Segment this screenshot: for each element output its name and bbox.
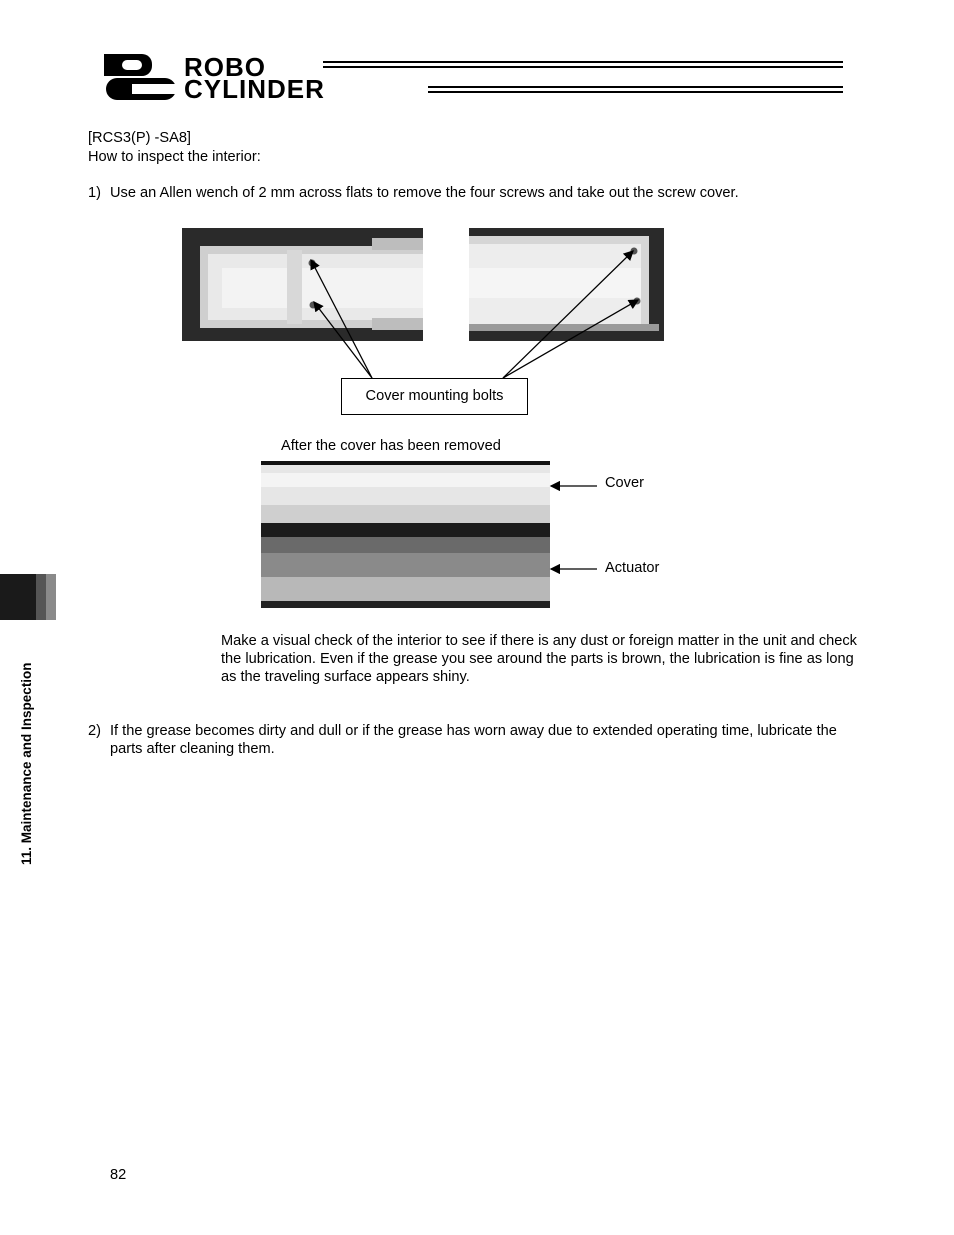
actuator-label: Actuator (605, 560, 660, 576)
intro-text: How to inspect the interior: (88, 149, 261, 165)
chapter-tab-stripe-1 (36, 574, 46, 620)
interior-photo (261, 461, 550, 608)
bolts-label-box: Cover mounting bolts (341, 378, 528, 415)
cover-label: Cover (605, 475, 644, 491)
after-removal-caption: After the cover has been removed (281, 438, 501, 454)
step2-text: If the grease becomes dirty and dull or if the grease has worn away due to extended operating time, lubricate the parts after cleaning them. (110, 723, 837, 757)
step1-text: Use an Allen wench of 2 mm across flats to remove the four screws and take out the screw cover. (110, 185, 739, 201)
chapter-tab-stripe-2 (46, 574, 56, 620)
chapter-tab (0, 574, 36, 620)
step1-number: 1) (88, 185, 101, 201)
chapter-label: 11. Maintenance and Inspection (19, 662, 34, 865)
page-number: 82 (110, 1167, 127, 1183)
bolt-arrows (0, 0, 954, 420)
logo-line-1: ROBO (184, 52, 266, 82)
logo-line-2: CYLINDER (184, 74, 325, 104)
step2-number: 2) (88, 723, 101, 739)
check-paragraph: Make a visual check of the interior to see if there is any dust or foreign matter in the unit and check the lubrication. Even if the grease you see around the parts is brown, the lubrication is fine as long as the traveling surface appears shiny. (221, 633, 857, 685)
model-heading: [RCS3(P) -SA8] (88, 130, 191, 146)
part-arrows (540, 470, 610, 580)
